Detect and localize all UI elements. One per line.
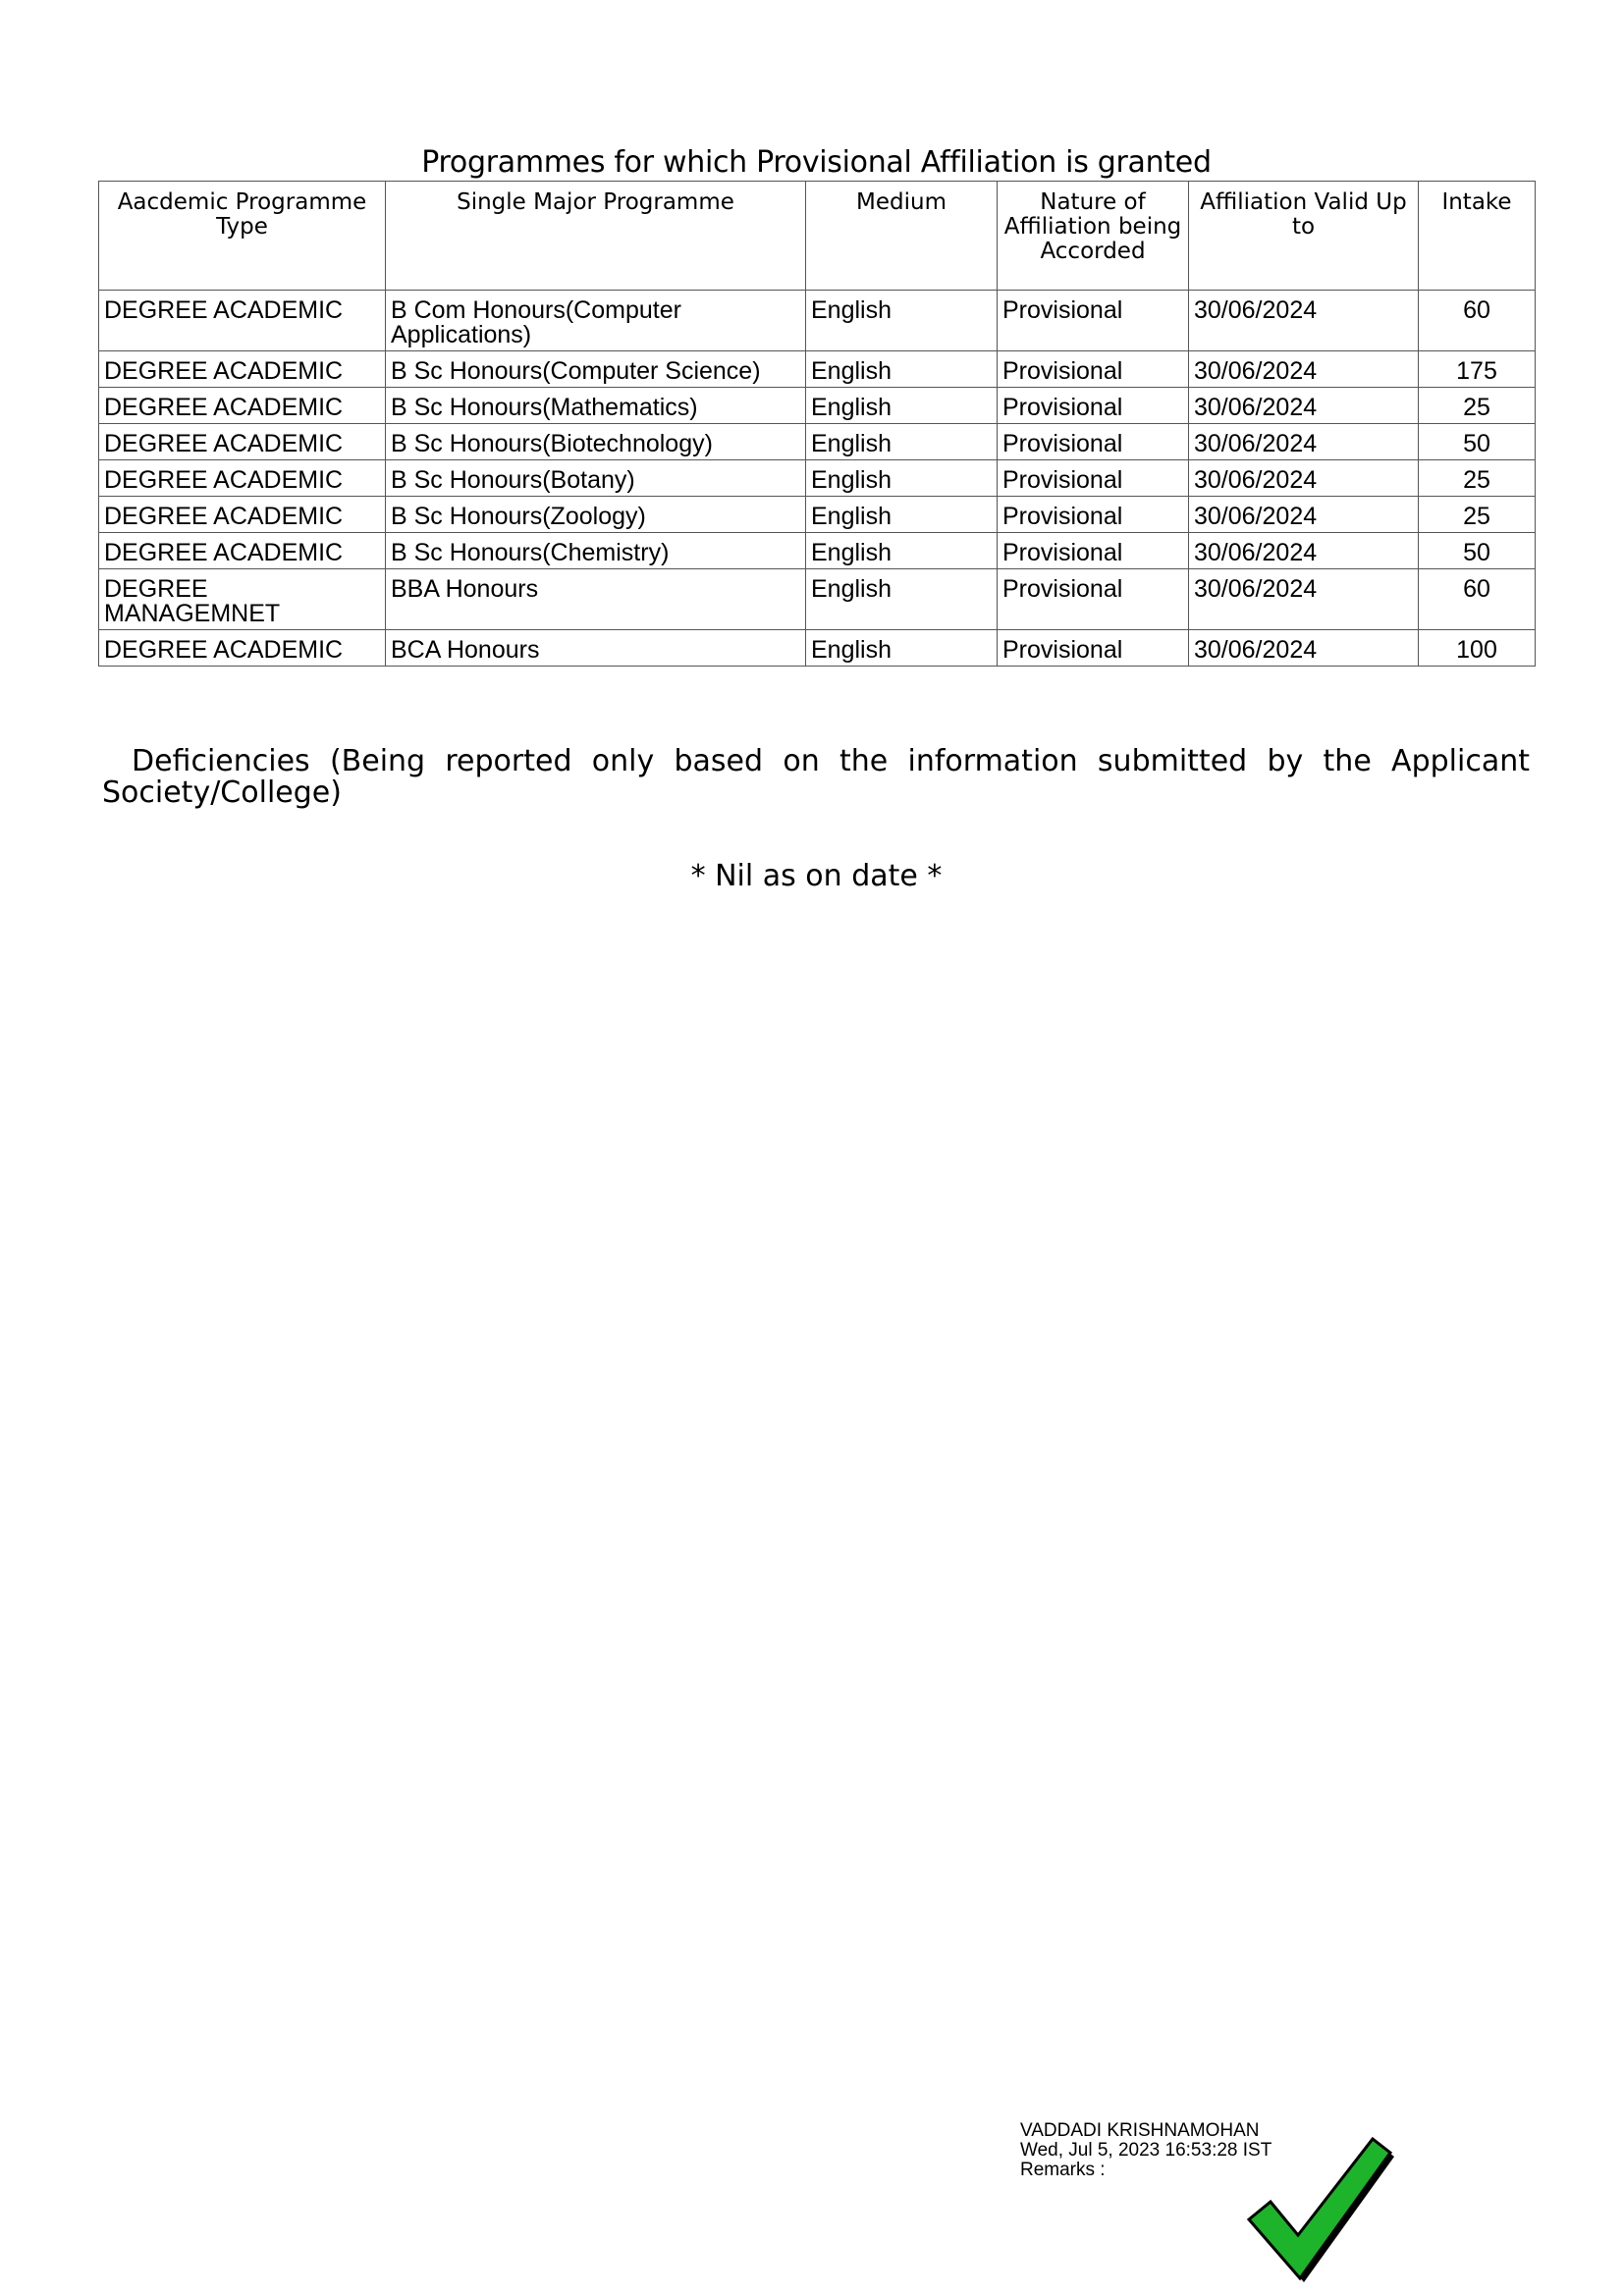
- page-title: Programmes for which Provisional Affiliation is granted: [421, 145, 1212, 180]
- cell-medium: English: [806, 460, 998, 497]
- cell-programme: B Com Honours(Computer Applications): [386, 291, 806, 351]
- cell-programme: B Sc Honours(Computer Science): [386, 351, 806, 388]
- cell-valid-up-to: 30/06/2024: [1189, 569, 1419, 630]
- cell-programme-type: DEGREE ACADEMIC: [99, 497, 386, 533]
- cell-nature: Provisional: [998, 497, 1189, 533]
- cell-intake: 50: [1419, 424, 1536, 460]
- green-checkmark-icon: [1239, 2133, 1396, 2290]
- cell-medium: English: [806, 533, 998, 569]
- cell-medium: English: [806, 291, 998, 351]
- deficiencies-heading: Deficiencies (Being reported only based on the information submitted by the Applicant Society/College): [102, 744, 1530, 810]
- cell-nature: Provisional: [998, 291, 1189, 351]
- signature-datetime: Wed, Jul 5, 2023 16:53:28 IST: [1020, 2140, 1272, 2161]
- cell-programme: BBA Honours: [386, 569, 806, 630]
- cell-programme-type: DEGREE ACADEMIC: [99, 533, 386, 569]
- cell-programme-type: DEGREE ACADEMIC: [99, 460, 386, 497]
- programmes-table: [98, 181, 1536, 667]
- cell-medium: English: [806, 569, 998, 630]
- cell-medium: English: [806, 351, 998, 388]
- cell-programme-type: DEGREE ACADEMIC: [99, 388, 386, 424]
- table-row: [99, 460, 1536, 497]
- cell-programme-type: DEGREE ACADEMIC: [99, 351, 386, 388]
- table-row: [99, 533, 1536, 569]
- header-programme-type: Aacdemic Programme Type: [99, 182, 386, 291]
- cell-programme: B Sc Honours(Zoology): [386, 497, 806, 533]
- header-intake: Intake: [1419, 182, 1536, 291]
- table-row: [99, 351, 1536, 388]
- cell-programme: B Sc Honours(Mathematics): [386, 388, 806, 424]
- table-row: [99, 291, 1536, 351]
- cell-intake: 60: [1419, 569, 1536, 630]
- cell-medium: English: [806, 388, 998, 424]
- table-row: [99, 569, 1536, 630]
- cell-valid-up-to: 30/06/2024: [1189, 497, 1419, 533]
- signature-remarks: Remarks :: [1020, 2160, 1106, 2180]
- cell-programme-type: DEGREE ACADEMIC: [99, 291, 386, 351]
- nil-note: * Nil as on date *: [690, 859, 943, 893]
- cell-nature: Provisional: [998, 569, 1189, 630]
- cell-programme-type: DEGREE ACADEMIC: [99, 630, 386, 667]
- cell-medium: English: [806, 630, 998, 667]
- cell-medium: English: [806, 424, 998, 460]
- cell-valid-up-to: 30/06/2024: [1189, 630, 1419, 667]
- cell-programme-type: DEGREE MANAGEMNET: [99, 569, 386, 630]
- table-row: [99, 424, 1536, 460]
- cell-nature: Provisional: [998, 533, 1189, 569]
- cell-programme: B Sc Honours(Biotechnology): [386, 424, 806, 460]
- cell-valid-up-to: 30/06/2024: [1189, 388, 1419, 424]
- cell-programme: B Sc Honours(Chemistry): [386, 533, 806, 569]
- cell-programme: BCA Honours: [386, 630, 806, 667]
- cell-valid-up-to: 30/06/2024: [1189, 351, 1419, 388]
- cell-intake: 25: [1419, 388, 1536, 424]
- cell-intake: 100: [1419, 630, 1536, 667]
- table-row: [99, 630, 1536, 667]
- cell-nature: Provisional: [998, 424, 1189, 460]
- digital-signature-block: [1020, 2121, 1271, 2180]
- cell-intake: 175: [1419, 351, 1536, 388]
- table-header-row: [99, 182, 1536, 291]
- header-affiliation-valid-up-to: Affiliation Valid Up to: [1189, 182, 1419, 291]
- cell-valid-up-to: 30/06/2024: [1189, 291, 1419, 351]
- cell-intake: 25: [1419, 497, 1536, 533]
- cell-nature: Provisional: [998, 351, 1189, 388]
- header-single-major-programme: Single Major Programme: [386, 182, 806, 291]
- cell-valid-up-to: 30/06/2024: [1189, 424, 1419, 460]
- cell-programme-type: DEGREE ACADEMIC: [99, 424, 386, 460]
- cell-medium: English: [806, 497, 998, 533]
- table-row: [99, 497, 1536, 533]
- cell-valid-up-to: 30/06/2024: [1189, 533, 1419, 569]
- cell-intake: 60: [1419, 291, 1536, 351]
- cell-programme: B Sc Honours(Botany): [386, 460, 806, 497]
- header-medium: Medium: [806, 182, 998, 291]
- cell-nature: Provisional: [998, 630, 1189, 667]
- signer-name: VADDADI KRISHNAMOHAN: [1020, 2120, 1260, 2141]
- table-row: [99, 388, 1536, 424]
- cell-intake: 25: [1419, 460, 1536, 497]
- cell-valid-up-to: 30/06/2024: [1189, 460, 1419, 497]
- cell-intake: 50: [1419, 533, 1536, 569]
- cell-nature: Provisional: [998, 388, 1189, 424]
- header-nature-of-affiliation: Nature of Affiliation being Accorded: [998, 182, 1189, 291]
- cell-nature: Provisional: [998, 460, 1189, 497]
